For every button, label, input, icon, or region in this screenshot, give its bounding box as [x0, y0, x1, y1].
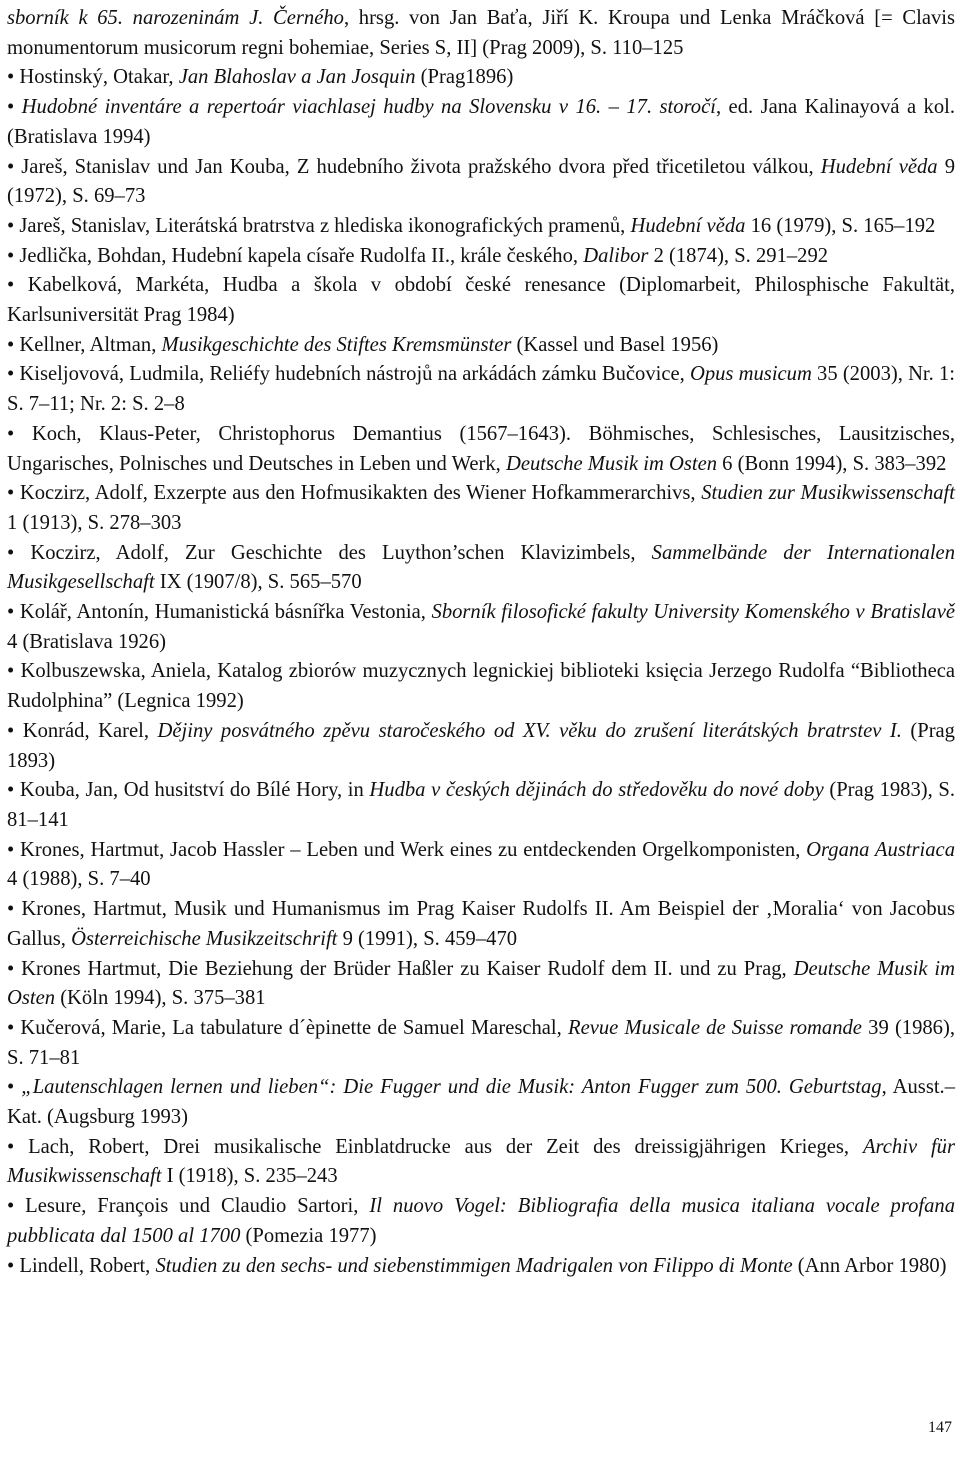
- entry-text: (Pomezia 1977): [240, 1224, 377, 1247]
- entry-title-italic: Deutsche Musik im Osten: [505, 452, 718, 475]
- bibliography-entry: [7, 539, 955, 598]
- bibliography-entry: [7, 657, 955, 716]
- entry-title-italic: Dějiny posvátného zpěvu staročeského od XV. věku do zrušení literátských bratrstev I.: [157, 719, 902, 742]
- entry-text: • Kolbuszewska, Aniela, Katalog zbiorów muzycznych legnickiej biblioteki księcia Jerzego Rudolfa “Bibliotheca Rudolphina” (Legnica 1992): [7, 660, 955, 713]
- entry-text: 16 (1979), S. 165‒192: [745, 214, 936, 237]
- entry-text: •: [7, 1076, 22, 1099]
- bibliography-entry: [7, 479, 955, 538]
- entry-text: • Koczirz, Adolf, Zur Geschichte des Luython’schen Klavizimbels,: [7, 541, 652, 564]
- entry-text: • Kellner, Altman,: [7, 333, 162, 356]
- bibliography-entry: [7, 1014, 955, 1073]
- entry-title-italic: Deutsche Musik im Osten: [7, 957, 955, 1010]
- bibliography-entry: [7, 955, 955, 1014]
- entry-text: IX (1907/8), S. 565‒570: [154, 571, 362, 594]
- entry-title-italic: „Lautenschlagen lernen und lieben“: Die Fugger und die Musik: Anton Fugger zum 500. Geburtstag: [21, 1076, 882, 1099]
- bibliography-entry: [7, 895, 955, 954]
- bibliography-entry: [7, 4, 955, 63]
- entry-title-italic: Musikgeschichte des Stiftes Kremsmünster: [161, 333, 512, 356]
- entry-text: • Koch, Klaus-Peter, Christophorus Demantius (1567‒1643). Böhmisches, Schlesisches, Lausitzisches, Ungarisches, Polnisches und Deutsches in Leben und Werk,: [7, 422, 955, 475]
- entry-text: , ed. Jana Kalinayová a kol. (Bratislava 1994): [7, 96, 955, 148]
- entry-title-italic: Studien zu den sechs- und siebenstimmigen Madrigalen von Filippo di Monte: [155, 1254, 793, 1277]
- entry-title-italic: Hudba v českých dějinách do středověku do nové doby: [369, 779, 824, 802]
- entry-title-italic: Hudobné inventáre a repertoár viachlasej hudby na Slovensku v 16. ‒ 17. storočí: [21, 96, 716, 119]
- entry-text: (Kassel und Basel 1956): [511, 333, 719, 356]
- bibliography-entry: [7, 598, 955, 657]
- entry-text: • Kouba, Jan, Od husitství do Bílé Hory, in: [7, 779, 370, 802]
- entry-text: • Lesure, François und Claudio Sartori,: [7, 1195, 370, 1218]
- entry-text: • Lach, Robert, Drei musikalische Einblatdrucke aus der Zeit des dreissigjährigen Krieges,: [7, 1135, 863, 1158]
- entry-text: •: [7, 96, 22, 119]
- entry-text: • Krones, Hartmut, Musik und Humanismus im Prag Kaiser Rudolfs II. Am Beispiel der ‚Moralia‘ von Jacobus Gallus,: [7, 898, 955, 950]
- entry-text: 9 (1991), S. 459‒470: [337, 927, 518, 950]
- entry-title-italic: Opus musicum: [689, 363, 812, 386]
- entry-text: • Krones Hartmut, Die Beziehung der Brüder Haßler zu Kaiser Rudolf dem II. und zu Prag,: [7, 957, 794, 980]
- entry-text: I (1918), S. 235‒243: [161, 1165, 338, 1188]
- entry-text: , Ausst.‒Kat. (Augsburg 1993): [7, 1076, 956, 1129]
- entry-text: (Ann Arbor 1980): [792, 1254, 947, 1277]
- bibliography-entry: [7, 1192, 955, 1251]
- bibliography-entry: [7, 212, 955, 242]
- bibliography-entry: [7, 63, 955, 93]
- bibliography-entry: [7, 420, 955, 479]
- entry-title-italic: Revue Musicale de Suisse romande: [568, 1016, 862, 1039]
- entry-title-italic: sborník k 65. narozeninám J. Černého: [7, 7, 344, 29]
- entry-title-italic: Studien zur Musikwissenschaft: [701, 482, 955, 505]
- entry-text: (Prag 1893): [7, 719, 955, 772]
- entry-text: • Jedlička, Bohdan, Hudební kapela císaře Rudolfa II., krále českého,: [7, 244, 584, 267]
- bibliography-entry: [7, 776, 955, 835]
- entry-text: 35 (2003), Nr. 1: S. 7‒11; Nr. 2: S. 2‒8: [7, 363, 956, 416]
- entry-title-italic: Österreichische Musikzeitschrift: [71, 927, 338, 950]
- entry-text: • Kolář, Antonín, Humanistická básnířka Vestonia,: [7, 601, 432, 624]
- entry-text: 1 (1913), S. 278‒303: [7, 511, 182, 534]
- entry-text: • Lindell, Robert,: [7, 1254, 156, 1277]
- entry-text: • Jareš, Stanislav, Literátská bratrstva z hlediska ikonografických pramenů,: [7, 214, 631, 237]
- bibliography-entry: [7, 836, 955, 895]
- bibliography-entry: [7, 271, 955, 330]
- entry-text: • Konrád, Karel,: [7, 719, 158, 742]
- entry-text: (Prag1896): [415, 66, 514, 89]
- entry-text: 9 (1972), S. 69‒73: [7, 155, 955, 208]
- entry-title-italic: Hudební věda: [820, 155, 938, 178]
- entry-title-italic: Jan Blahoslav a Jan Josquin: [178, 66, 416, 89]
- entry-title-italic: Sborník filosofické fakulty University Komenského v Bratislavě: [431, 601, 955, 624]
- bibliography-entry: [7, 331, 955, 361]
- entry-text: • Hostinský, Otakar,: [7, 66, 179, 89]
- bibliography-entry: [7, 1252, 955, 1282]
- entry-text: • Krones, Hartmut, Jacob Hassler ‒ Leben und Werk eines zu entdeckenden Orgelkomponisten,: [7, 838, 807, 861]
- entry-text: • Koczirz, Adolf, Exzerpte aus den Hofmusikakten des Wiener Hofkammerarchivs,: [7, 482, 702, 505]
- entry-title-italic: Il nuovo Vogel: Bibliografia della musica italiana vocale profana pubblicata dal 1500 al 1700: [7, 1195, 956, 1247]
- entry-text: 4 (1988), S. 7‒40: [7, 868, 151, 891]
- entry-text: (Köln 1994), S. 375‒381: [55, 987, 266, 1010]
- entry-text: • Kabelková, Markéta, Hudba a škola v období české renesance (Diplomarbeit, Philosphische Fakultät, Karlsuniversität Prag 1984): [7, 274, 955, 327]
- bibliography-entry: [7, 153, 955, 212]
- entry-title-italic: Organa Austriaca: [806, 838, 955, 861]
- entry-text: • Kučerová, Marie, La tabulature d´èpinette de Samuel Mareschal,: [7, 1016, 568, 1039]
- bibliography-entry: [7, 717, 955, 776]
- entry-text: 4 (Bratislava 1926): [7, 630, 166, 653]
- bibliography-entry: [7, 93, 955, 152]
- page-number: 147: [928, 1419, 952, 1436]
- entry-title-italic: Archiv für Musikwissenschaft: [7, 1135, 955, 1188]
- bibliography-entry: [7, 1073, 955, 1132]
- entry-title-italic: Sammelbände der Internationalen Musikgesellschaft: [7, 541, 955, 594]
- entry-title-italic: Dalibor: [583, 244, 649, 267]
- bibliography-list: [7, 4, 955, 1281]
- bibliography-entry: [7, 360, 955, 419]
- entry-text: 2 (1874), S. 291‒292: [648, 244, 829, 267]
- bibliography-entry: [7, 242, 955, 272]
- entry-text: , hrsg. von Jan Baťa, Jiří K. Kroupa und Lenka Mráčková [= Clavis monumentorum musicorum regni bohemiae, Series S, II] (Prag 2009), S. 110‒125: [7, 7, 955, 59]
- entry-text: 39 (1986), S. 71‒81: [7, 1016, 955, 1069]
- bibliography-entry: [7, 1133, 955, 1192]
- entry-text: (Prag 1983), S. 81‒141: [7, 779, 955, 831]
- entry-title-italic: Hudební věda: [630, 214, 746, 237]
- entry-text: • Kiseljovová, Ludmila, Reliéfy hudebních nástrojů na arkádách zámku Bučovice,: [7, 363, 690, 386]
- entry-text: • Jareš, Stanislav und Jan Kouba, Z hudebního života pražského dvora před třicetiletou válkou,: [7, 155, 821, 178]
- entry-text: 6 (Bonn 1994), S. 383‒392: [717, 452, 947, 475]
